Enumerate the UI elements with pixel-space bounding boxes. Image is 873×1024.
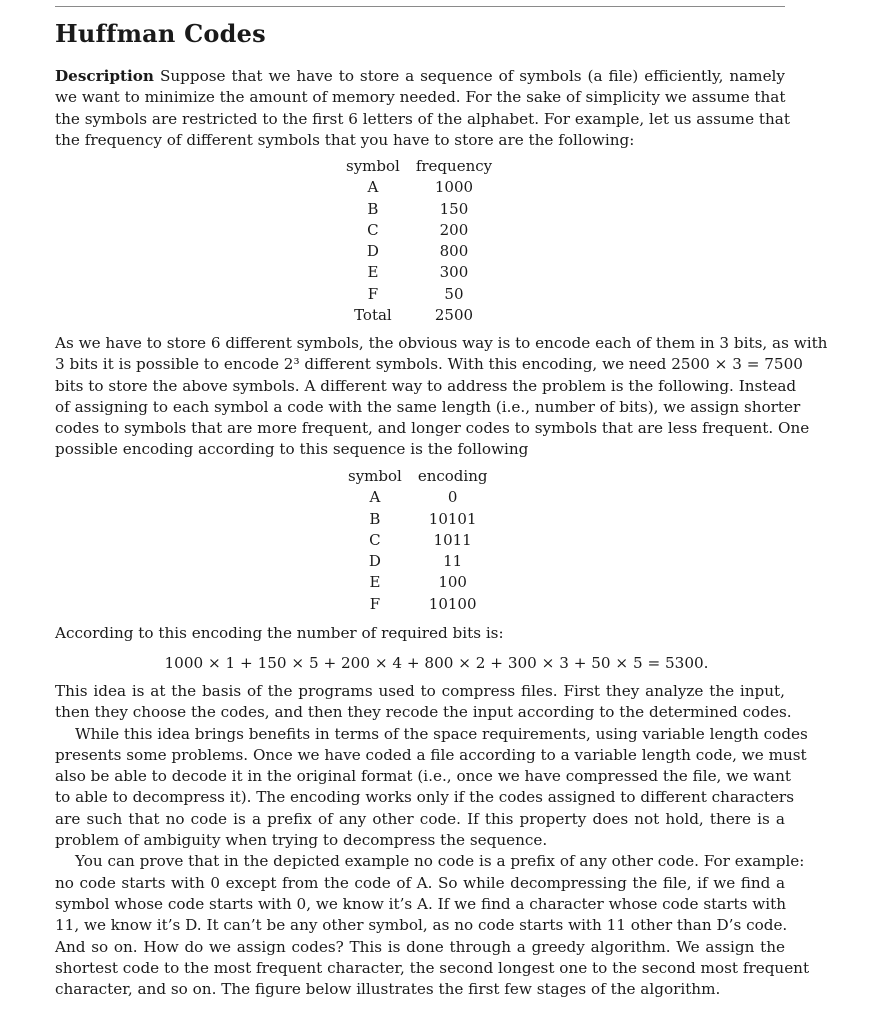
table-row [338,177,500,198]
table-row [340,551,495,572]
closing-line: also be able to decode it in the original format (i.e., once we have compressed the file, we want [55,767,791,786]
middle-line: 3 bits it is possible to encode 2³ different symbols. With this encoding, we need 2500 × 3 = 7500 [55,355,803,374]
encoding-cell: 10100 [428,594,477,613]
closing-line: You can prove that in the depicted example no code is a prefix of any other code. For example: [75,852,805,871]
table-row [340,487,495,508]
symbol-cell: A [367,178,379,197]
closing-line: While this idea brings benefits in terms of the space requirements, using variable length codes [75,724,808,743]
middle-line: As we have to store 6 different symbols, the obvious way is to encode each of them in 3 bits, as with [55,334,828,352]
table-row [338,199,500,220]
table-row [338,241,500,262]
top-rule [55,6,785,7]
closing-line: And so on. How do we assign codes? This is done through a greedy algorithm. We assign the [55,937,785,956]
symbol-cell: E [369,573,381,592]
symbol-cell: Total [354,306,392,325]
frequency-table [338,156,500,326]
closing-line: This idea is at the basis of the programs used to compress files. First they analyze the input, [55,682,785,700]
symbol-cell: D [368,552,381,571]
table-row [338,284,500,305]
frequency-cell: 300 [439,263,469,282]
encoding-cell: 10101 [428,509,477,528]
middle-line: of assigning to each symbol a code with the same length (i.e., number of bits), we assign shorter [55,397,801,416]
bits-formula: 1000 × 1 + 150 × 5 + 200 × 4 + 800 × 2 + 300 × 3 + 50 × 5 = 5300. [164,654,709,672]
table-row [340,572,495,593]
encoding-cell: 11 [443,552,463,571]
symbol-cell: B [369,509,381,528]
symbol-cell: A [369,488,381,507]
encoding-table [340,466,495,615]
frequency-cell: 150 [439,199,469,218]
column-header: symbol [348,467,402,485]
closing-line: are such that no code is a prefix of any other code. If this property does not hold, there is a [55,809,785,828]
intro-line: the symbols are restricted to the first 6 letters of the alphabet. For example, let us assume that [55,109,790,128]
description-label: Description [55,67,154,85]
middle-line: bits to store the above symbols. A different way to address the problem is the following. Instead [55,376,797,395]
encoding-cell: 0 [447,488,458,507]
frequency-cell: 800 [439,242,469,261]
encoding-table-header [340,466,495,487]
intro-line: the frequency of different symbols that you have to store are the following: [55,130,635,149]
column-header: symbol [346,157,400,175]
closing-line: symbol whose code starts with 0, we know it’s A. If we find a character whose code starts with [55,894,787,913]
closing-paragraph [55,681,810,1000]
column-header: frequency [415,157,493,175]
symbol-cell: C [369,530,381,549]
closing-line: no code starts with 0 except from the code of A. So while decompressing the file, if we find a [55,873,785,892]
bits-intro-line: According to this encoding the number of required bits is: [55,624,504,642]
intro-line: Description Suppose that we have to store a sequence of symbols (a file) efficiently, namely [55,67,785,85]
symbol-cell: F [369,594,381,613]
frequency-cell: 200 [439,220,469,239]
frequency-cell: 1000 [434,178,474,197]
closing-line: presents some problems. Once we have coded a file according to a variable length code, we must [55,745,807,764]
symbol-cell: F [367,284,379,303]
encoding-cell: 1011 [433,530,472,549]
middle-line: possible encoding according to this sequence is the following [55,440,529,459]
table-row [338,220,500,241]
table-row [340,509,495,530]
closing-line: shortest code to the most frequent character, the second longest one to the second most frequent [55,958,810,977]
symbol-cell: E [367,263,379,282]
middle-line: codes to symbols that are more frequent, and longer codes to symbols that are less frequent. One [55,419,810,438]
column-header: encoding [417,467,488,485]
table-row [338,262,500,283]
symbol-cell: B [367,199,379,218]
frequency-cell: 50 [444,284,464,303]
closing-line: then they choose the codes, and then they recode the input according to the determined codes. [55,703,792,722]
frequency-table-header [338,156,500,177]
table-total-row [338,305,500,326]
bits-intro [55,623,785,644]
symbol-cell: C [367,220,379,239]
closing-line: to able to decompress it). The encoding works only if the codes assigned to different characters [55,788,794,807]
closing-line: 11, we know it’s D. It can’t be any other symbol, as no code starts with 11 other than D’s code. [55,916,788,935]
closing-line: character, and so on. The figure below illustrates the first few stages of the algorithm. [55,980,721,999]
intro-paragraph [55,66,790,151]
intro-line: we want to minimize the amount of memory needed. For the sake of simplicity we assume that [55,88,786,107]
table-row [340,530,495,551]
page-title: Huffman Codes [55,19,266,48]
encoding-cell: 100 [438,573,467,592]
symbol-cell: D [366,242,379,261]
table-row [340,594,495,615]
closing-line: problem of ambiguity when trying to decompress the sequence. [55,831,548,850]
middle-paragraph [55,333,828,461]
frequency-cell: 2500 [434,306,474,325]
